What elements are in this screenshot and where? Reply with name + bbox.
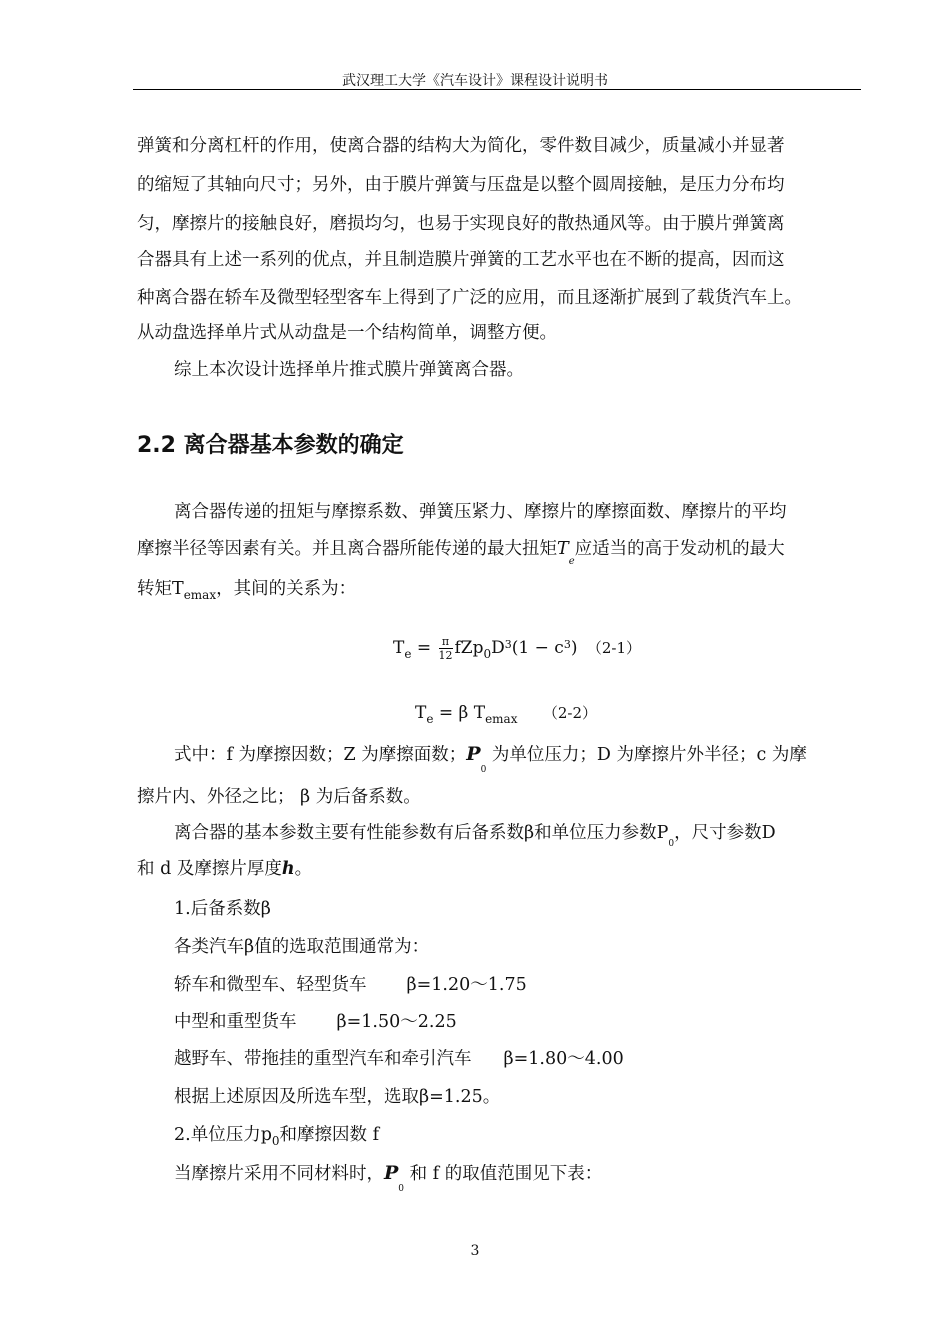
range-row: 中型和重型货车 β=1.50～2.25 xyxy=(174,1012,457,1032)
page-header: 武汉理工大学《汽车设计》课程设计说明书 xyxy=(342,73,608,89)
paragraph-line: 当摩擦片采用不同材料时，$P_0$ 和 f 的取值范围见下表： xyxy=(174,1162,603,1194)
paragraph-line: 摩擦半径等因素有关。并且离合器所能传递的最大扭矩$T_e$应适当的高于发动机的最大 xyxy=(137,539,785,567)
torque-symbol: T xyxy=(557,539,569,559)
equation-tag: （2-2） xyxy=(542,704,598,722)
section-heading: 2.2 离合器基本参数的确定 xyxy=(137,433,404,458)
equation-tag: （2-1） xyxy=(586,639,642,657)
paragraph-line: 匀，摩擦片的接触良好，磨损均匀，也易于实现良好的散热通风等。由于膜片弹簧离 xyxy=(137,214,785,234)
header-rule xyxy=(133,89,861,90)
paragraph-line: 转矩$T_{emax}$，其间的关系为： xyxy=(137,579,357,602)
conclusion-paragraph: 综上本次设计选择单片推式膜片弹簧离合器。 xyxy=(174,360,524,380)
formula-2-2: $T_e = \beta$ $T_{emax}$ （2-2） xyxy=(415,703,598,726)
paragraph-line: 式中：f 为摩擦因数；Z 为摩擦面数；$P_0$ 为单位压力；D 为摩擦片外半径；c 为摩 xyxy=(174,743,807,775)
choice-line: 根据上述原因及所选车型，选取β=1.25。 xyxy=(174,1087,501,1107)
paragraph-line: 合器具有上述一系列的优点，并且制造膜片弹簧的工艺水平也在不断的提高，因而这 xyxy=(137,250,785,270)
paragraph-line: 弹簧和分离杠杆的作用，使离合器的结构大为简化，零件数目减少，质量减小并显著 xyxy=(137,136,785,156)
list-item-title: 2.单位压力$p_0$和摩擦因数 f xyxy=(174,1125,380,1148)
range-row: 越野车、带拖挂的重型汽车和牵引汽车 β=1.80～4.00 xyxy=(174,1049,624,1069)
paragraph-line: 离合器传递的扭矩与摩擦系数、弹簧压紧力、摩擦片的摩擦面数、摩擦片的平均 xyxy=(174,502,787,522)
list-item-intro: 各类汽车β值的选取范围通常为： xyxy=(174,937,430,957)
paragraph-line: 和 d 及摩擦片厚度h。 xyxy=(137,859,313,879)
paragraph-line: 擦片内、外径之比； β 为后备系数。 xyxy=(137,787,421,807)
page-number: 3 xyxy=(470,1243,480,1259)
paragraph-line: 从动盘选择单片式从动盘是一个结构简单，调整方便。 xyxy=(137,323,557,343)
range-row: 轿车和微型车、轻型货车 β=1.20～1.75 xyxy=(174,975,527,995)
pressure-symbol: P xyxy=(466,743,481,765)
pressure-symbol: P xyxy=(384,1162,399,1184)
paragraph-line: 离合器的基本参数主要有性能参数有后备系数β和单位压力参数$P_0$，尺寸参数D xyxy=(174,823,776,849)
fraction: $\frac{\pi}{12}$ xyxy=(438,635,453,662)
paragraph-line: 的缩短了其轴向尺寸；另外，由于膜片弹簧与压盘是以整个圆周接触，是压力分布均 xyxy=(137,175,785,195)
formula-2-1: $T_e$ = $\frac{\pi}{12}$ $fZp_0D^3(1 - c^3)$ （2-1） xyxy=(393,635,642,662)
paragraph-line: 种离合器在轿车及微型轻型客车上得到了广泛的应用，而且逐渐扩展到了载货汽车上。 xyxy=(137,288,802,308)
list-item-title: 1.后备系数β xyxy=(174,899,271,919)
